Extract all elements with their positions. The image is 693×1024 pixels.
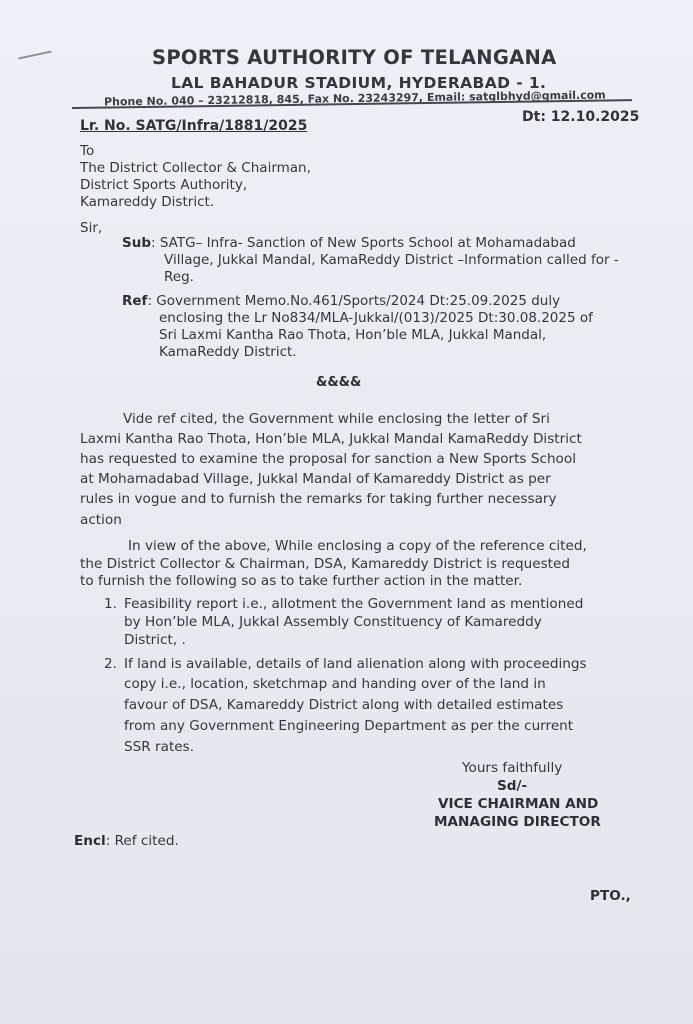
list-item-line: Feasibility report i.e., allotment the Government land as mentioned bbox=[124, 596, 584, 612]
subject-line: Sub: SATG– Infra- Sanction of New Sports School at Mohamadabad bbox=[122, 235, 576, 251]
list-item-line: from any Government Engineering Department as per the current bbox=[124, 718, 574, 734]
separator: &&&& bbox=[316, 375, 362, 390]
para1-line: rules in vogue and to furnish the remarks for taking further necessary bbox=[80, 491, 557, 507]
reference-text: Government Memo.No.461/Sports/2024 Dt:25.09.2025 duly bbox=[156, 293, 561, 309]
addressee-line: District Sports Authority, bbox=[80, 177, 248, 193]
enclosure-line bbox=[74, 833, 179, 849]
org-address: LAL BAHADUR STADIUM, HYDERABAD - 1. bbox=[171, 74, 547, 92]
letter-date: Dt: 12.10.2025 bbox=[522, 109, 640, 125]
para2-line: the District Collector & Chairman, DSA, Kamareddy District is requested bbox=[80, 556, 570, 572]
addressee-line: Kamareddy District. bbox=[80, 194, 215, 210]
salutation: Sir, bbox=[80, 220, 103, 236]
para1-line: at Mohamadabad Village, Jukkal Mandal of Kamareddy District as per bbox=[80, 471, 551, 487]
to-label: To bbox=[80, 143, 95, 159]
para1-line: Vide ref cited, the Government while enclosing the letter of Sri bbox=[123, 411, 550, 427]
list-item-line: by Hon’ble MLA, Jukkal Assembly Constituency of Kamareddy bbox=[124, 614, 542, 630]
signatory-title: MANAGING DIRECTOR bbox=[434, 814, 601, 830]
org-name: SPORTS AUTHORITY OF TELANGANA bbox=[152, 46, 557, 69]
para2-line: In view of the above, While enclosing a copy of the reference cited, bbox=[128, 538, 587, 554]
list-item-line: favour of DSA, Kamareddy District along with detailed estimates bbox=[124, 697, 564, 713]
subject-text: Village, Jukkal Mandal, KamaReddy District –Information called for - bbox=[164, 252, 619, 268]
enclosure-text: : Ref cited. bbox=[105, 833, 179, 849]
enclosure-label: Encl bbox=[74, 833, 106, 849]
subject-text: SATG– Infra- Sanction of New Sports School at Mohamadabad bbox=[159, 235, 576, 251]
list-item-number: 2. bbox=[104, 656, 117, 672]
org-contact: Phone No. 040 – 23212818, 845, Fax No. 23243297, Email: satglbhyd@gmail.com bbox=[103, 88, 606, 109]
para1-line: Laxmi Kantha Rao Thota, Hon’ble MLA, Jukkal Mandal KamaReddy District bbox=[80, 431, 582, 447]
addressee-line: The District Collector & Chairman, bbox=[80, 160, 311, 176]
reference-text: enclosing the Lr No834/MLA-Jukkal/(013)/2025 Dt:30.08.2025 of bbox=[159, 310, 593, 326]
closing-yours: Yours faithfully bbox=[462, 760, 563, 776]
reference-text: Sri Laxmi Kantha Rao Thota, Hon’ble MLA, Jukkal Mandal, bbox=[159, 327, 547, 343]
reference-line: Ref: Government Memo.No.461/Sports/2024 Dt:25.09.2025 duly bbox=[122, 293, 561, 309]
list-item-number: 1. bbox=[104, 596, 117, 612]
reference-text: KamaReddy District. bbox=[159, 344, 297, 360]
pen-mark bbox=[18, 50, 52, 59]
para1-line: action bbox=[80, 512, 122, 528]
closing-sd: Sd/- bbox=[497, 778, 528, 794]
pto-label: PTO., bbox=[590, 888, 631, 904]
list-item-line: copy i.e., location, sketchmap and handing over of the land in bbox=[124, 676, 546, 692]
subject-label: Sub bbox=[122, 235, 151, 251]
letter-number: Lr. No. SATG/Infra/1881/2025 bbox=[80, 118, 308, 134]
signatory-title: VICE CHAIRMAN AND bbox=[438, 796, 599, 812]
list-item-line: SSR rates. bbox=[124, 739, 195, 755]
para2-line: to furnish the following so as to take further action in the matter. bbox=[80, 573, 523, 589]
list-item-line: If land is available, details of land alienation along with proceedings bbox=[124, 656, 587, 672]
list-item-line: District, . bbox=[124, 632, 186, 648]
para1-line: has requested to examine the proposal for sanction a New Sports School bbox=[80, 451, 576, 467]
reference-label: Ref bbox=[122, 293, 148, 309]
subject-text: Reg. bbox=[164, 269, 194, 285]
